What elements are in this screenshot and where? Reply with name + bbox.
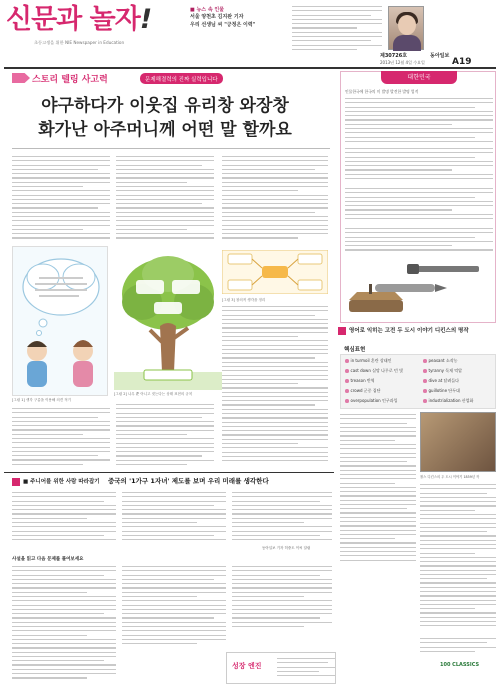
question-column-2	[122, 566, 226, 650]
masthead-subtitle: 초등고생을 위한 NIE Newspaper in Education	[34, 40, 125, 45]
vocab-item: industrialization 산업화	[423, 398, 473, 404]
bottom-section-category: ■ 주니어를 위한 사람 따라잡기	[23, 479, 100, 485]
vocab-item: tyranny 독재 억압	[423, 368, 462, 374]
vocab-item: treason 반역	[345, 378, 375, 384]
bottom-column-1	[12, 492, 116, 544]
info-paragraph-4	[345, 228, 493, 258]
book-cover-image	[420, 412, 496, 472]
teaser-line-1: 서울 양천초 김지완 기자	[190, 14, 244, 20]
question-column-3	[232, 566, 332, 636]
article-column-1-continued	[12, 408, 110, 468]
vocab-box	[340, 354, 496, 409]
headline[interactable]	[0, 94, 330, 142]
series-name: 스토리 텔링 사고력	[32, 75, 108, 85]
section-marker-icon	[338, 327, 346, 335]
figure-3-caption: [그림 3] 창의적 생각을 정리	[222, 298, 266, 302]
masthead-title: 신문과 놀자!	[6, 4, 152, 35]
portrait-photo	[388, 6, 424, 50]
bottom-section-title[interactable]: 중국의 '1가구 1자녀' 제도를 보며 우리 미래를 생각한다	[108, 477, 269, 485]
vocab-article-column-1	[340, 414, 416, 564]
classics-note	[420, 638, 496, 658]
vocab-item: dive at 달려들다	[423, 378, 459, 384]
series-banner	[12, 71, 252, 85]
page-number: A19	[452, 57, 472, 67]
divider	[12, 148, 330, 149]
info-box-header: 대한민국	[381, 71, 457, 84]
question-column-1	[12, 566, 116, 684]
info-paragraph-1	[345, 98, 493, 144]
vocab-item: cast down 실망 나무로 던 빛	[345, 368, 403, 374]
article-column-2-continued	[116, 404, 214, 468]
bottom-column-3	[232, 492, 332, 544]
headline-line-1: 야구하다가 이웃집 유리창 와장창	[41, 96, 289, 116]
teaser-label: ■ 뉴스 속 인물	[190, 7, 225, 13]
figure-2-caption: [그림 2] 나무 뿐 아니고 짓는다는 상태 표현의 규칙	[114, 392, 193, 396]
bottom-column-2	[122, 492, 226, 544]
book-cover-caption: 찰스 디킨스의 두 도시 이야기 1859년 작	[420, 475, 480, 479]
mind-map-illustration	[222, 250, 328, 294]
paper-name: 동아일보	[430, 53, 450, 59]
article-column-2	[116, 156, 214, 240]
sponsor-box	[226, 652, 336, 684]
tree-illustration	[114, 246, 222, 390]
info-paragraph-3	[345, 188, 493, 224]
series-tag: 문제해결력의 진짜 실력입니다	[140, 73, 223, 84]
figure-tree	[114, 246, 222, 390]
sponsor-logo: 성장 엔진	[232, 662, 262, 670]
info-box-subtitle: 인물한국에 한국의 미 발명 발견한 발명 업적	[345, 89, 419, 94]
figure-1-caption: [그림 1] 생각 구름을 이용해 의견 적기	[12, 398, 71, 402]
info-box	[340, 71, 496, 323]
divider	[4, 472, 334, 473]
question-heading: 사설을 읽고 다음 문제를 풀어보세요	[12, 557, 84, 562]
vocab-item: guillotine 단두대	[423, 388, 460, 394]
divider	[4, 67, 496, 69]
vocab-item: peasant 소작농	[423, 358, 457, 364]
classics-logo: 100 CLASSICS	[440, 662, 480, 668]
key-expressions-title: 핵심표현	[344, 347, 366, 353]
teaser-body-text	[292, 6, 382, 52]
info-paragraph-2	[345, 148, 493, 184]
bottom-byline: 동아일보 기자 허중도 이씨 알림	[262, 546, 311, 550]
arrow-icon	[12, 73, 30, 83]
vocab-item: in turmoil 혼란 상태인	[345, 358, 392, 364]
vocab-section-title: 영어로 익히는 고전 두 도시 이야기 디킨스의 명작	[349, 328, 469, 334]
figure-thought-cloud	[12, 246, 108, 396]
sponsor-text	[277, 658, 335, 682]
vocab-section-header	[338, 326, 496, 338]
vocab-article-column-2	[420, 484, 496, 634]
article-column-3-continued	[222, 306, 328, 468]
rocket-and-ship-illustration	[345, 262, 493, 320]
teaser-line-2: 우리 선생님 씨 "긍정은 이력"	[190, 22, 256, 28]
issue-number: 제30726호	[380, 53, 408, 59]
section-marker-icon	[12, 478, 20, 486]
article-column-3	[222, 156, 328, 243]
issue-date: 2013년 12월 4일 수요일	[380, 60, 425, 65]
thought-cloud-illustration	[13, 247, 108, 396]
bottom-section-header	[12, 476, 332, 488]
vocab-item: overpopulation 인구과잉	[345, 398, 397, 404]
vocab-item: crowd 군중 집단	[345, 388, 381, 394]
headline-line-2: 화가난 아주머니께 어떤 말 할까요	[38, 120, 292, 140]
